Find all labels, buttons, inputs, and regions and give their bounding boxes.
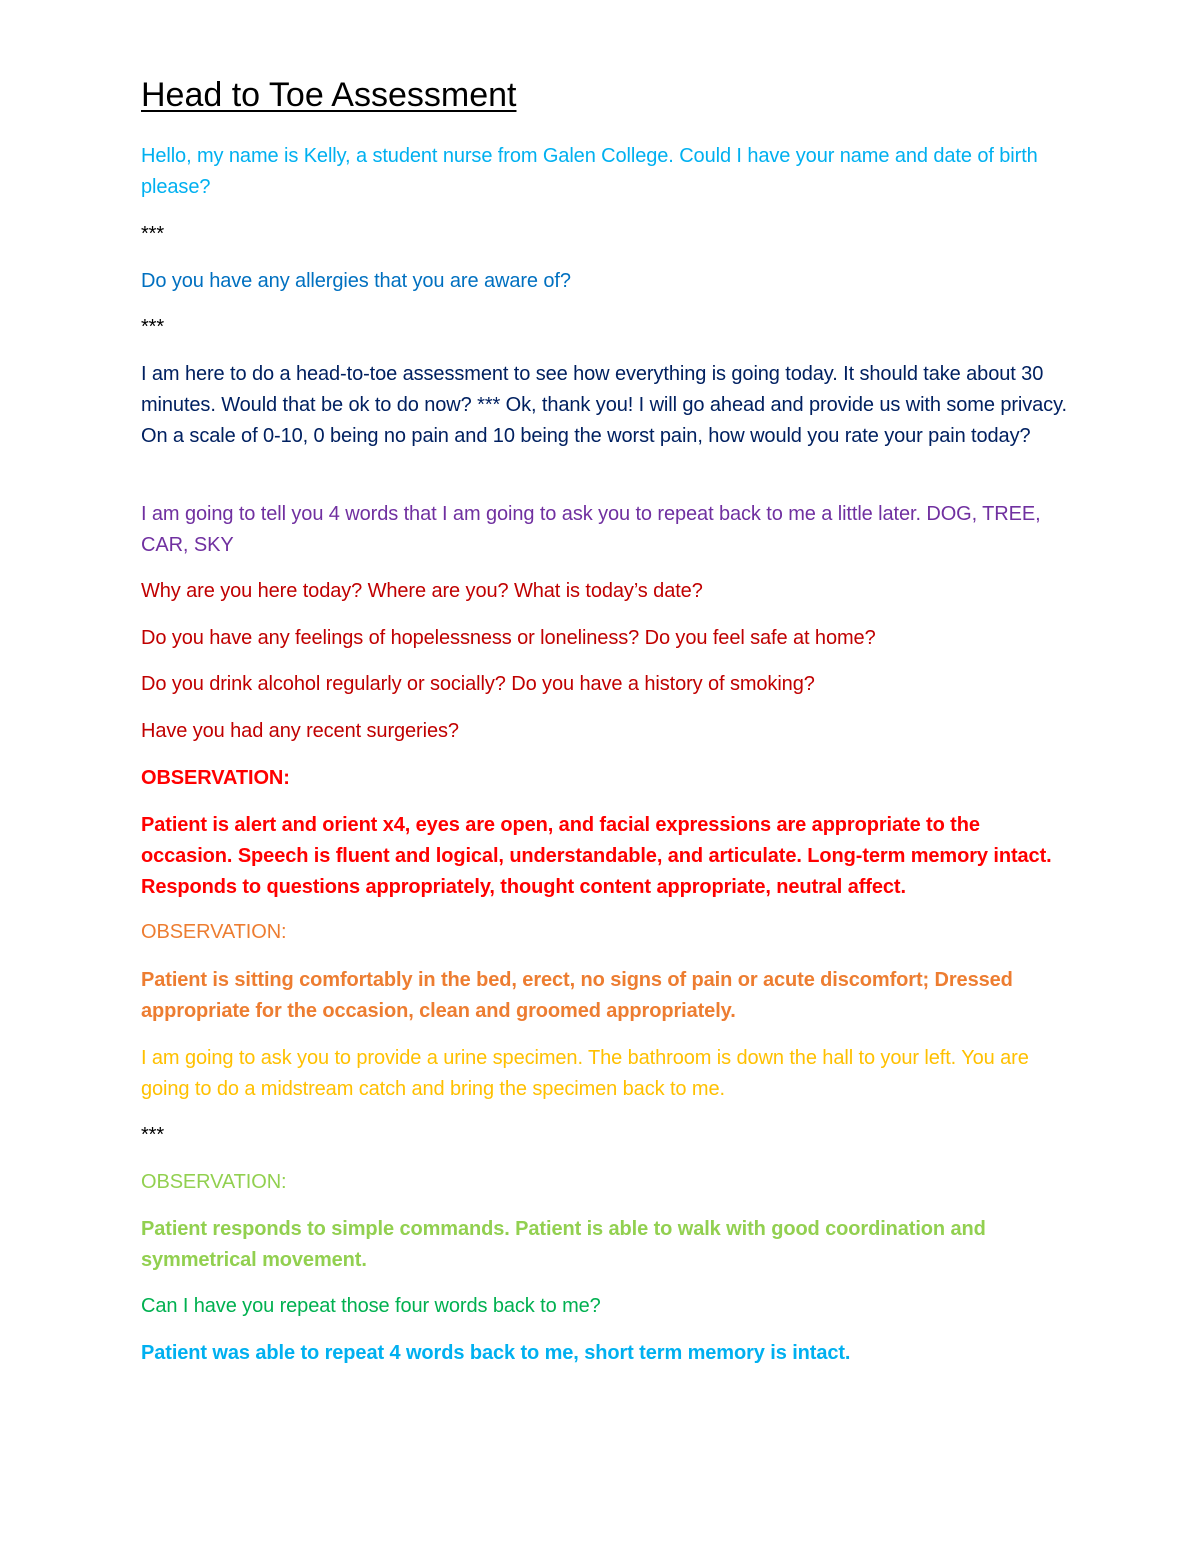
recall-question: Can I have you repeat those four words back to me? xyxy=(141,1295,601,1317)
psychosocial-questions: Do you have any feelings of hopelessness or loneliness? Do you feel safe at home? xyxy=(141,627,876,649)
surgery-question: Have you had any recent surgeries? xyxy=(141,720,459,742)
urine-specimen-instructions: I am going to ask you to provide a urine specimen. The bathroom is down the hall to your left. You are going to do a midstream catch and bring the specimen back to me. xyxy=(141,1047,1029,1100)
allergies-question: Do you have any allergies that you are aware of? xyxy=(141,270,571,292)
memory-words-paragraph: I am going to tell you 4 words that I am going to ask you to repeat back to me a little later. DOG, TREE, CAR, SKY xyxy=(141,503,1041,556)
greeting-paragraph: Hello, my name is Kelly, a student nurse from Galen College. Could I have your name and date of birth please? xyxy=(141,145,1038,198)
observation-heading: OBSERVATION: xyxy=(141,921,287,943)
mental-status-observation: Patient is alert and orient x4, eyes are open, and facial expressions are appropriate to the occasion. Speech is fluent and logical, understandable, and articulate. Long-term memory intact. Responds to questions appropriately, thought content appropriate, neutral affect. xyxy=(141,814,1052,898)
recall-observation: Patient was able to repeat 4 words back to me, short term memory is intact. xyxy=(141,1342,851,1364)
separator-asterisks: *** xyxy=(141,1124,165,1146)
assessment-intro-paragraph: I am here to do a head-to-toe assessment to see how everything is going today. It should take about 30 minutes. Would that be ok to do now? *** Ok, thank you! I will go ahead and provide us with some privacy. On a scale of 0-10, 0 being no pain and 10 being the worst pain, how would you rate your pain today? xyxy=(141,363,1067,447)
separator-asterisks: *** xyxy=(141,223,165,245)
document-title: Head to Toe Assessment xyxy=(141,76,517,114)
observation-heading: OBSERVATION: xyxy=(141,1171,287,1193)
orientation-questions: Why are you here today? Where are you? What is today’s date? xyxy=(141,580,703,602)
separator-asterisks: *** xyxy=(141,316,165,338)
observation-heading: OBSERVATION: xyxy=(141,767,290,789)
motor-observation: Patient responds to simple commands. Patient is able to walk with good coordination and symmetrical movement. xyxy=(141,1218,986,1271)
general-appearance-observation: Patient is sitting comfortably in the bed, erect, no signs of pain or acute discomfort; Dressed appropriate for the occasion, clean and groomed appropriately. xyxy=(141,969,1013,1022)
substance-questions: Do you drink alcohol regularly or socially? Do you have a history of smoking? xyxy=(141,673,815,695)
